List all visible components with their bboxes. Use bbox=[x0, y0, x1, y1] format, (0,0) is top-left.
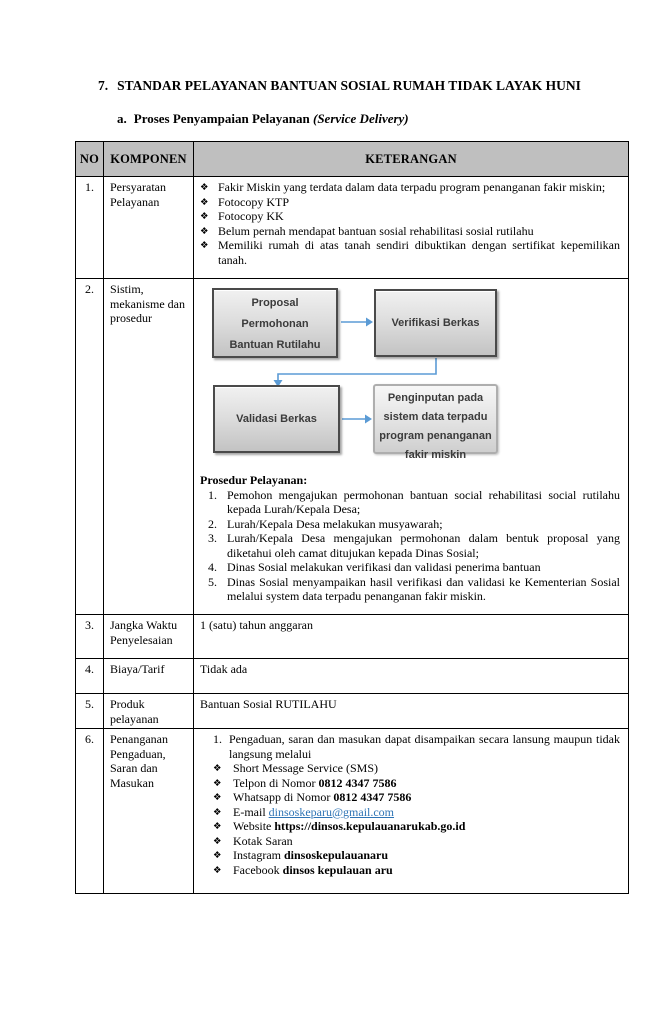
keterangan-cell: Tidak ada bbox=[194, 659, 629, 694]
komponen-cell: Sistim, mekanisme dan prosedur bbox=[104, 279, 194, 615]
contact-item-email bbox=[213, 805, 620, 820]
instagram-handle: dinsoskepulauanaru bbox=[283, 848, 389, 863]
bullet-item bbox=[200, 224, 620, 239]
arrow-head-right-icon bbox=[366, 318, 373, 327]
contact-item-instagram bbox=[213, 848, 620, 863]
procedure-number: 1. bbox=[208, 487, 217, 502]
procedure-text: Lurah/Kepala Desa mengajukan permohonan dalam bentuk proposal yang diketahui oleh camat ditujukan kepada Dinas Sosial; bbox=[227, 531, 620, 560]
komponen-cell: Produk pelayanan bbox=[104, 694, 194, 729]
keterangan-cell bbox=[194, 279, 629, 615]
contact-item-sms bbox=[213, 761, 620, 776]
bullet-item bbox=[200, 238, 620, 267]
flowchart-box-verifikasi bbox=[374, 289, 497, 357]
flowchart-box-line: Bantuan Rutilahu bbox=[229, 339, 321, 351]
bullet-text: Memiliki rumah di atas tanah sendiri dibuktikan dengan sertifikat kepemilikan tanah. bbox=[218, 238, 620, 267]
bullet-item bbox=[200, 209, 620, 224]
flowchart-box-line: Verifikasi Berkas bbox=[391, 316, 480, 329]
no-cell: 5. bbox=[76, 694, 104, 729]
section-subtitle-italic: (Service Delivery) bbox=[313, 111, 409, 126]
flowchart-box-line: Penginputan pada bbox=[387, 392, 484, 404]
flowchart-box-penginputan bbox=[373, 384, 498, 461]
bullet-text: Fakir Miskin yang terdata dalam data terpadu program penanganan fakir miskin; bbox=[218, 180, 606, 194]
diamond-bullet-icon: ❖ bbox=[200, 211, 209, 223]
table-row bbox=[76, 279, 629, 615]
komponen-cell: Biaya/Tarif bbox=[104, 659, 194, 694]
procedure-item bbox=[208, 517, 620, 532]
procedure-number: 4. bbox=[208, 560, 217, 575]
no-cell: 1. bbox=[76, 177, 104, 279]
bullet-item bbox=[200, 195, 620, 210]
complaint-intro-item bbox=[213, 732, 620, 761]
diamond-bullet-icon: ❖ bbox=[200, 240, 209, 252]
contact-text: Facebook bbox=[233, 862, 283, 877]
contact-text: Telpon di Nomor bbox=[233, 775, 319, 790]
bullet-text: Fotocopy KK bbox=[218, 209, 284, 224]
contact-text: E-mail bbox=[233, 804, 269, 819]
bullet-text: Fotocopy KTP bbox=[218, 194, 290, 209]
contact-text: Instagram bbox=[233, 848, 284, 863]
section-title-text: STANDAR PELAYANAN BANTUAN SOSIAL RUMAH TIDAK LAYAK HUNI bbox=[117, 78, 581, 93]
table-row bbox=[76, 729, 629, 894]
diamond-bullet-icon: ❖ bbox=[213, 806, 222, 818]
header-cell-komponen: KOMPONEN bbox=[104, 142, 194, 177]
procedure-text: Dinas Sosial menyampaikan hasil verifikasi dan validasi ke Kementerian Sosial melalui system data terpadu penanganan fakir miskin. bbox=[227, 574, 620, 604]
no-cell: 3. bbox=[76, 615, 104, 659]
procedure-text: Lurah/Kepala Desa melakukan musyawarah; bbox=[227, 516, 443, 531]
arrow-head-right-icon bbox=[365, 415, 372, 424]
procedure-item bbox=[208, 531, 620, 560]
contact-item-whatsapp bbox=[213, 790, 620, 805]
section-subtitle bbox=[117, 111, 409, 127]
email-link[interactable]: dinsoskeparu@gmail.com bbox=[268, 804, 395, 819]
contact-item-phone bbox=[213, 776, 620, 791]
section-title bbox=[98, 78, 581, 94]
no-cell: 6. bbox=[76, 729, 104, 894]
flowchart-box-line: Validasi Berkas bbox=[236, 412, 317, 425]
intro-text: Pengaduan, saran dan masukan dapat disampaikan secara lansung maupun tidak langsung melalui bbox=[229, 732, 620, 761]
procedure-flowchart bbox=[212, 288, 512, 461]
flowchart-box-line: Proposal bbox=[251, 297, 299, 309]
section-subtitle-number: a. bbox=[117, 111, 127, 126]
procedure-item bbox=[208, 560, 620, 575]
contact-text: Kotak Saran bbox=[233, 833, 293, 848]
table-row bbox=[76, 177, 629, 279]
flowchart-box-line: program penanganan bbox=[379, 430, 492, 442]
keterangan-cell: 1 (satu) tahun anggaran bbox=[194, 615, 629, 659]
table-row bbox=[76, 659, 629, 694]
table-row bbox=[76, 615, 629, 659]
diamond-bullet-icon: ❖ bbox=[200, 225, 209, 237]
procedure-item bbox=[208, 575, 620, 604]
diamond-bullet-icon: ❖ bbox=[213, 850, 222, 862]
diamond-bullet-icon: ❖ bbox=[200, 182, 209, 193]
section-subtitle-text: Proses Penyampaian Pelayanan bbox=[133, 111, 313, 126]
table-header-row bbox=[76, 142, 629, 177]
bullet-item bbox=[200, 180, 620, 195]
procedure-text: Dinas Sosial melakukan verifikasi dan validasi penerima bantuan bbox=[227, 560, 541, 575]
diamond-bullet-icon: ❖ bbox=[213, 864, 222, 876]
header-cell-no: NO bbox=[76, 142, 104, 177]
contact-text: Whatsapp di Nomor bbox=[233, 790, 334, 805]
procedure-number: 5. bbox=[208, 574, 217, 589]
contact-item-website bbox=[213, 819, 620, 834]
contact-item-facebook bbox=[213, 863, 620, 878]
flowchart-box-line: sistem data terpadu bbox=[383, 411, 488, 423]
komponen-cell: Penanganan Pengaduan, Saran dan Masukan bbox=[104, 729, 194, 894]
diamond-bullet-icon: ❖ bbox=[213, 763, 222, 775]
no-cell: 4. bbox=[76, 659, 104, 694]
flowchart-box-proposal bbox=[212, 288, 338, 358]
procedure-item bbox=[208, 488, 620, 517]
komponen-cell: Jangka Waktu Penyelesaian bbox=[104, 615, 194, 659]
procedure-heading: Prosedur Pelayanan: bbox=[200, 473, 308, 487]
website-url: https://dinsos.kepulauanarukab.go.id bbox=[274, 819, 466, 834]
procedure-number: 3. bbox=[208, 531, 217, 546]
contact-item-suggestion-box bbox=[213, 834, 620, 849]
elbow-connector-line bbox=[278, 358, 436, 380]
table-row bbox=[76, 694, 629, 729]
phone-number: 0812 4347 7586 bbox=[318, 775, 397, 790]
flowchart-box-line: fakir miskin bbox=[404, 449, 467, 461]
section-title-number: 7. bbox=[98, 78, 109, 93]
facebook-name: dinsos kepulauan aru bbox=[282, 862, 393, 877]
flowchart-box-line: Permohonan bbox=[241, 318, 309, 330]
procedure-text: Pemohon mengajukan permohonan bantuan social rehabilitasi social rutilahu kepada Lurah/Kepala Desa; bbox=[227, 487, 620, 517]
keterangan-cell: Bantuan Sosial RUTILAHU bbox=[194, 694, 629, 729]
keterangan-cell bbox=[194, 177, 629, 279]
header-cell-keterangan: KETERANGAN bbox=[194, 142, 629, 177]
service-standard-table bbox=[75, 141, 629, 894]
diamond-bullet-icon: ❖ bbox=[200, 196, 209, 208]
flowchart-box-validasi bbox=[213, 385, 340, 453]
diamond-bullet-icon: ❖ bbox=[213, 792, 222, 804]
contact-text: Short Message Service (SMS) bbox=[233, 761, 378, 776]
bullet-text: Belum pernah mendapat bantuan sosial rehabilitasi sosial rutilahu bbox=[218, 223, 534, 238]
keterangan-cell bbox=[194, 729, 629, 894]
diamond-bullet-icon: ❖ bbox=[213, 821, 222, 833]
diamond-bullet-icon: ❖ bbox=[213, 835, 222, 847]
intro-number: 1. bbox=[213, 732, 222, 747]
whatsapp-number: 0812 4347 7586 bbox=[333, 790, 412, 805]
diamond-bullet-icon: ❖ bbox=[213, 777, 222, 789]
contact-text: Website bbox=[233, 819, 275, 834]
procedure-number: 2. bbox=[208, 516, 217, 531]
no-cell: 2. bbox=[76, 279, 104, 615]
komponen-cell: Persyaratan Pelayanan bbox=[104, 177, 194, 279]
